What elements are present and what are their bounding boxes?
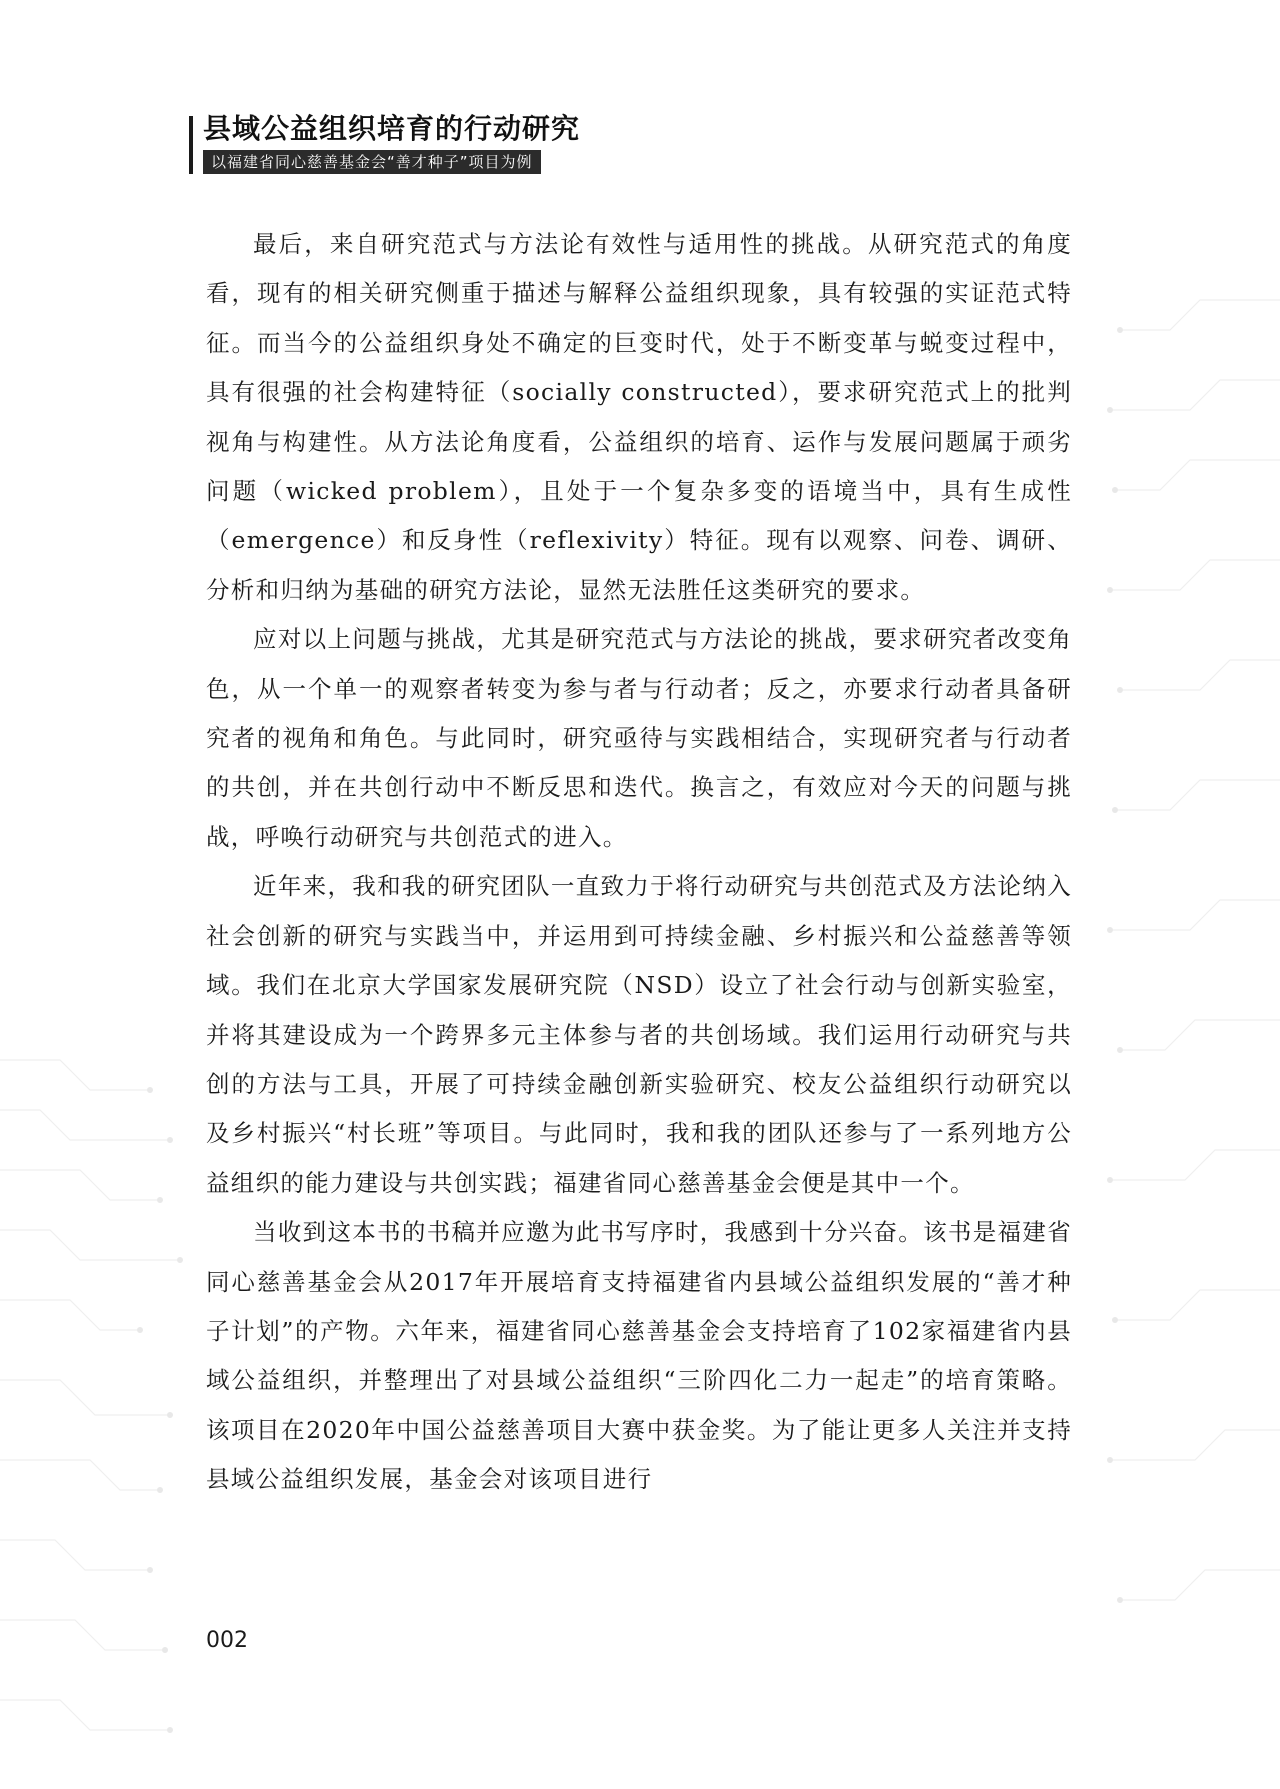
paragraph: 近年来，我和我的研究团队一直致力于将行动研究与共创范式及方法论纳入社会创新的研究与实践当中，并运用到可持续金融、乡村振兴和公益慈善等领域。我们在北京大学国家发展研究院（NSD）设立了社会行动与创新实验室，并将其建设成为一个跨界多元主体参与者的共创场域。我们运用行动研究与共创的方法与工具，开展了可持续金融创新实验研究、校友公益组织行动研究以及乡村振兴“村长班”等项目。与此同时，我和我的团队还参与了一系列地方公益组织的能力建设与共创实践；福建省同心慈善基金会便是其中一个。 — [206, 872, 1072, 1197]
book-title: 县域公益组织培育的行动研究 — [203, 112, 581, 145]
paragraph: 应对以上问题与挑战，尤其是研究范式与方法论的挑战，要求研究者改变角色，从一个单一的观察者转变为参与者与行动者；反之，亦要求行动者具备研究者的视角和角色。与此同时，研究亟待与实践相结合，实现研究者与行动者的共创，并在共创行动中不断反思和迭代。换言之，有效应对今天的问题与挑战，呼唤行动研究与共创范式的进入。 — [206, 625, 1072, 851]
page-number: 002 — [206, 1628, 248, 1653]
book-subtitle: 以福建省同心慈善基金会“善才种子”项目为例 — [203, 150, 541, 174]
paragraph: 最后，来自研究范式与方法论有效性与适用性的挑战。从研究范式的角度看，现有的相关研究侧重于描述与解释公益组织现象，具有较强的实证范式特征。而当今的公益组织身处不确定的巨变时代，处于不断变革与蜕变过程中，具有很强的社会构建特征（socially constructed），要求研究范式上的批判视角与构建性。从方法论角度看，公益组织的培育、运作与发展问题属于顽劣问题（wicked problem），且处于一个复杂多变的语境当中，具有生成性（emergence）和反身性（reflexivity）特征。现有以观察、问卷、调研、分析和归纳为基础的研究方法论，显然无法胜任这类研究的要求。 — [206, 230, 1072, 604]
main-text — [206, 220, 1072, 1505]
header-accent-bar — [189, 116, 193, 174]
paragraph: 当收到这本书的书稿并应邀为此书写序时，我感到十分兴奋。该书是福建省同心慈善基金会从2017年开展培育支持福建省内县域公益组织发展的“善才种子计划”的产物。六年来，福建省同心慈善基金会支持培育了102家福建省内县域公益组织，并整理出了对县域公益组织“三阶四化二力一起走”的培育策略。该项目在2020年中国公益慈善项目大赛中获金奖。为了能让更多人关注并支持县域公益组织发展，基金会对该项目进行 — [206, 1218, 1072, 1494]
